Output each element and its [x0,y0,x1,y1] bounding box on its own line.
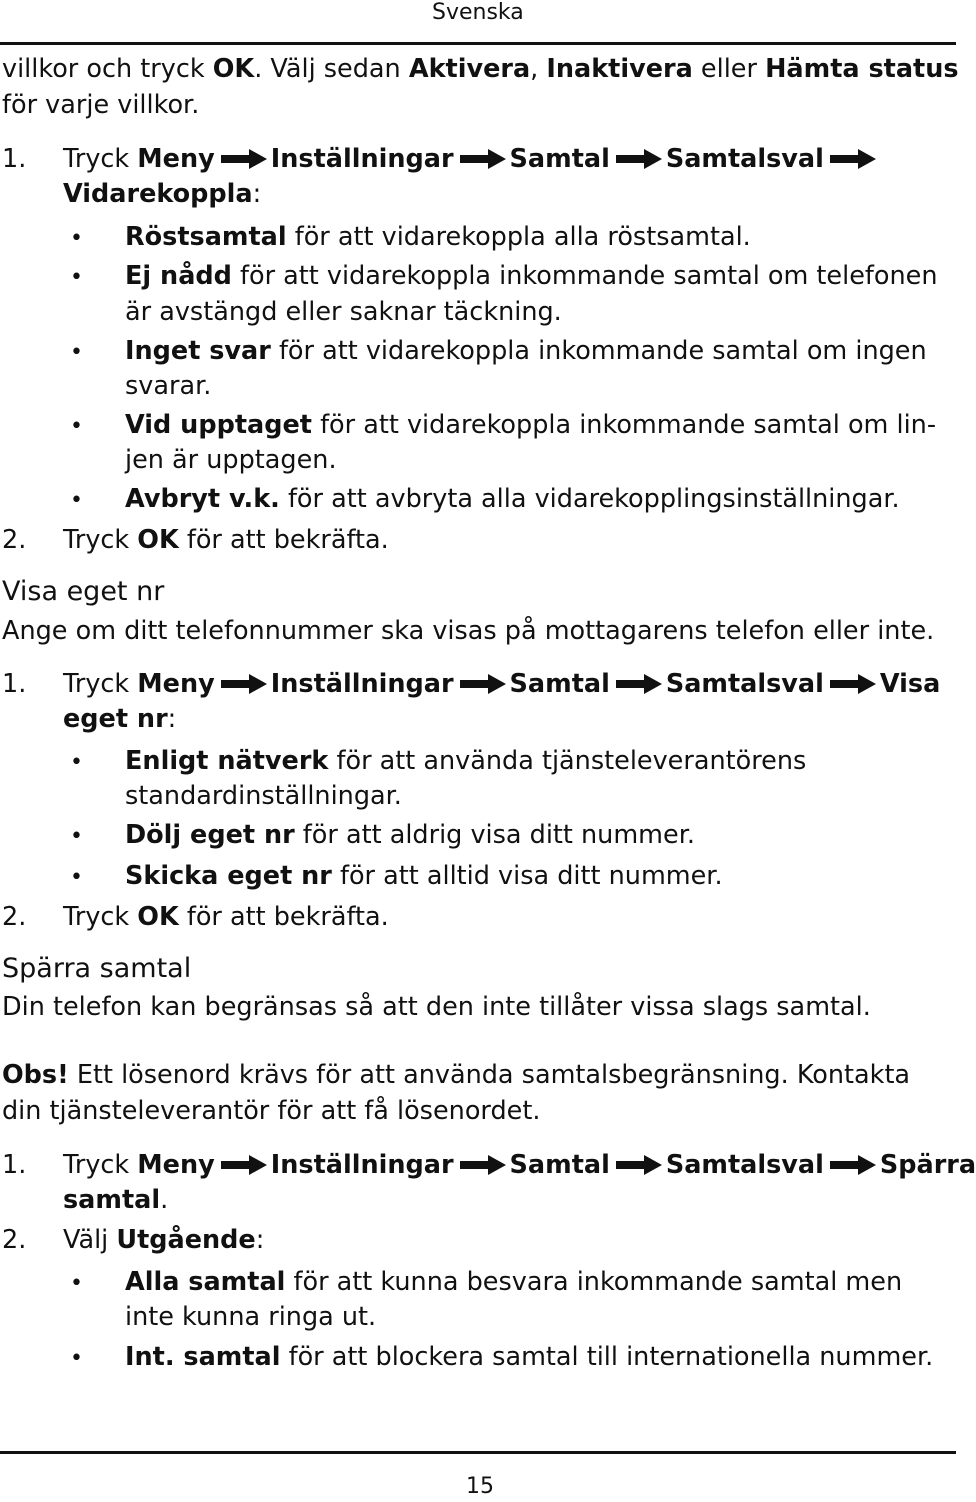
option-desc: för att vidarekoppla alla röstsamtal. [286,222,751,252]
intro-line-1 [2,52,959,86]
option-inaktivera: Inaktivera [546,54,693,84]
step-number: 2. [2,902,27,932]
option-desc: för att aldrig visa ditt nummer. [294,820,695,850]
menu-samtal-2: samtal [63,1185,161,1215]
instruction-text: Tryck [63,525,138,555]
option-name: Enligt nätverk [125,746,329,776]
list-item-cont: standardinställningar. [125,781,402,811]
option-name: Avbryt v.k. [125,484,280,514]
menu-installningar: Inställningar [270,1150,454,1180]
menu-vidarekoppla: Vidarekoppla [63,179,253,209]
ok-key: OK [137,902,179,932]
punctuation: : [252,179,262,209]
arrow-right-icon [828,141,878,175]
menu-path [63,1148,976,1182]
bullet-icon: • [70,488,83,513]
intro-text: villkor och tryck [2,54,213,84]
option-desc: för att kunna besvara inkommande samtal men [285,1267,903,1297]
header-language: Svenska [432,0,524,25]
list-item [125,818,695,852]
note-label: Obs! [2,1060,69,1090]
arrow-right-icon [614,666,664,700]
section-description: Din telefon kan begränsas så att den inte tillåter vissa slags samtal. [2,992,871,1022]
menu-samtalsval: Samtalsval [665,669,824,699]
option-aktivera: Aktivera [408,54,531,84]
option-name: Inget svar [125,336,271,366]
punctuation: : [255,1225,265,1255]
option-desc: för att avbryta alla vidarekopplingsinställningar. [279,484,900,514]
menu-path-cont [63,1183,168,1217]
menu-eget-nr: eget nr [63,704,168,734]
list-item-cont: är avstängd eller saknar täckning. [125,297,562,327]
arrow-right-icon [219,666,269,700]
list-item [125,482,900,516]
section-heading: Visa eget nr [2,576,165,607]
list-item [125,859,723,893]
punctuation: . [160,1185,169,1215]
option-name: Skicka eget nr [125,861,332,891]
step-number: 2. [2,525,27,555]
bullet-icon: • [70,750,83,775]
bullet-icon: • [70,265,83,290]
option-name: Röstsamtal [125,222,287,252]
option-hamta-status: Hämta status [765,54,959,84]
list-item [125,1340,933,1374]
arrow-right-icon [828,1147,878,1181]
menu-meny: Meny [137,1150,215,1180]
step-text [63,523,389,557]
instruction-text: för att bekräfta. [178,902,389,932]
menu-path-cont [63,177,261,211]
menu-samtalsval: Samtalsval [665,1150,824,1180]
menu-installningar: Inställningar [270,669,454,699]
option-desc: för att blockera samtal till internationella nummer. [280,1342,934,1372]
arrow-right-icon [219,141,269,175]
note-line-1 [2,1058,910,1092]
step-number: 1. [2,669,27,699]
instruction-text: Välj [63,1225,117,1255]
menu-meny: Meny [137,144,215,174]
menu-utgaende: Utgående [116,1225,256,1255]
punctuation: : [167,704,177,734]
note-text: Ett lösenord krävs för att använda samtalsbegränsning. Kontakta [68,1060,911,1090]
option-desc: för att vidarekoppla inkommande samtal om telefonen [231,261,938,291]
option-desc: för att vidarekoppla inkommande samtal om ingen [270,336,927,366]
list-item [125,408,936,442]
option-name: Ej nådd [125,261,232,291]
option-desc: för att vidarekoppla inkommande samtal om lin- [311,410,937,440]
menu-installningar: Inställningar [270,144,454,174]
bullet-icon: • [70,824,83,849]
menu-path-cont [63,702,176,736]
step-text [63,1223,264,1257]
header-rule [0,42,956,45]
option-name: Alla samtal [125,1267,286,1297]
bullet-icon: • [70,226,83,251]
menu-samtal: Samtal [509,669,610,699]
arrow-right-icon [614,141,664,175]
option-name: Int. samtal [125,1342,281,1372]
arrow-right-icon [219,1147,269,1181]
ok-key: OK [137,525,179,555]
menu-samtalsval: Samtalsval [665,144,824,174]
menu-samtal: Samtal [509,1150,610,1180]
option-desc: för att alltid visa ditt nummer. [331,861,723,891]
intro-text: eller [692,54,766,84]
instruction-text: Tryck [63,144,138,174]
page-number: 15 [466,1474,494,1499]
option-desc: för att använda tjänsteleverantörens [328,746,807,776]
page-header [0,0,960,48]
step-number: 1. [2,144,27,174]
menu-path [63,667,940,701]
step-number: 1. [2,1150,27,1180]
option-name: Dölj eget nr [125,820,295,850]
option-name: Vid upptaget [125,410,312,440]
section-description: Ange om ditt telefonnummer ska visas på mottagarens telefon eller inte. [2,616,935,646]
list-item-cont: inte kunna ringa ut. [125,1302,377,1332]
instruction-text: Tryck [63,1150,138,1180]
arrow-right-icon [458,666,508,700]
instruction-text: för att bekräfta. [178,525,389,555]
instruction-text: Tryck [63,902,138,932]
bullet-icon: • [70,414,83,439]
section-heading: Spärra samtal [2,953,192,984]
bullet-icon: • [70,865,83,890]
bullet-icon: • [70,1346,83,1371]
arrow-right-icon [828,666,878,700]
arrow-right-icon [458,1147,508,1181]
list-item [125,334,927,368]
menu-visa: Visa [879,669,941,699]
menu-sparra: Spärra [879,1150,976,1180]
note-line-2: din tjänsteleverantör för att få lösenordet. [2,1096,541,1126]
arrow-right-icon [458,141,508,175]
list-item [125,744,806,778]
intro-text: , [530,54,547,84]
step-text [63,900,389,934]
list-item-cont: jen är upptagen. [125,445,337,475]
list-item [125,259,937,293]
arrow-right-icon [614,1147,664,1181]
menu-meny: Meny [137,669,215,699]
list-item [125,1265,902,1299]
ok-key: OK [212,54,255,84]
menu-samtal: Samtal [509,144,610,174]
footer-rule [0,1451,956,1454]
intro-line-2: för varje villkor. [2,90,200,120]
bullet-icon: • [70,340,83,365]
intro-text: . Välj sedan [254,54,409,84]
menu-path [63,142,880,176]
list-item-cont: svarar. [125,371,212,401]
step-number: 2. [2,1225,27,1255]
instruction-text: Tryck [63,669,138,699]
bullet-icon: • [70,1271,83,1296]
list-item [125,220,751,254]
